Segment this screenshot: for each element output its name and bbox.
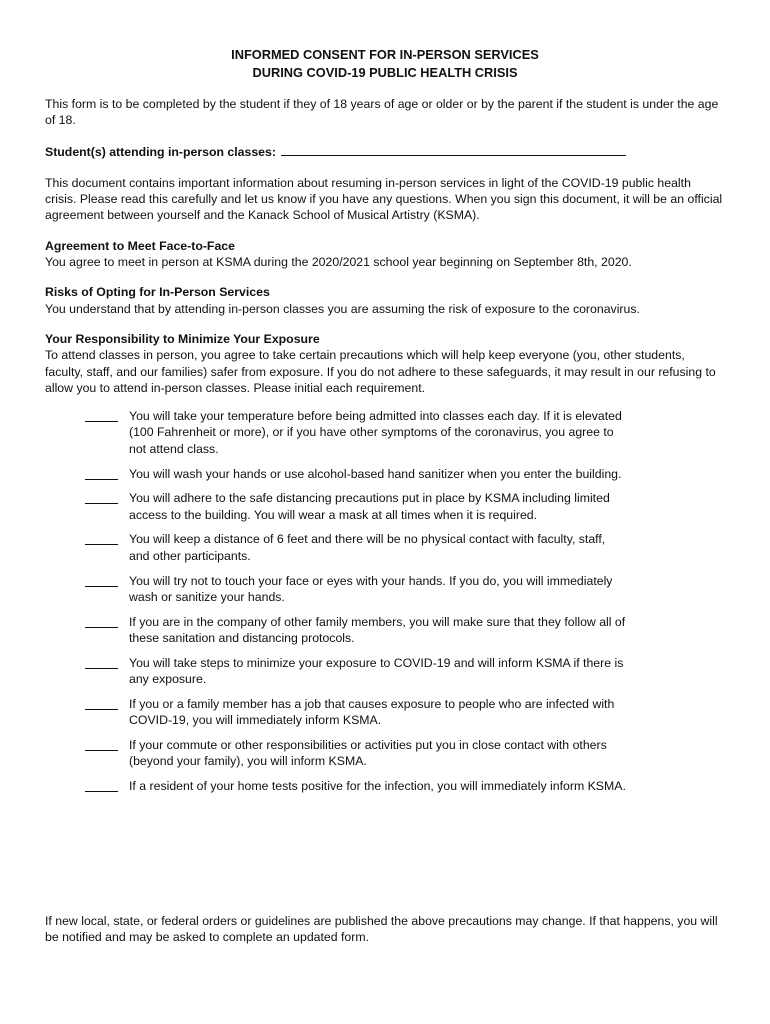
requirement-text: You will try not to touch your face or eyes with your hands. If you do, you will immediately wash or sanitize your hands.: [129, 573, 613, 604]
agreement-section: [45, 238, 725, 271]
requirement-item: [45, 531, 725, 564]
requirement-item: [45, 466, 725, 482]
risks-body: You understand that by attending in-person classes you are assuming the risk of exposure to the coronavirus.: [45, 301, 640, 316]
responsibility-section: [45, 331, 725, 396]
student-field-row: [45, 143, 725, 160]
responsibility-body: To attend classes in person, you agree to take certain precautions which will help keep everyone (you, other students, faculty, staff, and our families) safer from exposure. If you do not adhere to these safeguards, it may result in our refusing to allow you to attend in-person classes. Please initial each requirement.: [45, 348, 716, 395]
requirement-text: If your commute or other responsibilities or activities put you in close contact with others (beyond your family), you will inform KSMA.: [129, 737, 607, 769]
requirement-text: If a resident of your home tests positive for the infection, you will immediately inform KSMA.: [129, 779, 626, 793]
form-title-line-2: DURING COVID-19 PUBLIC HEALTH CRISIS: [252, 65, 518, 80]
requirement-text: If you are in the company of other family members, you will make sure that they follow all of these sanitation and distancing protocols.: [129, 614, 626, 645]
initial-line[interactable]: [85, 615, 118, 628]
initial-line[interactable]: [85, 574, 118, 587]
initial-line[interactable]: [85, 738, 118, 751]
initial-line[interactable]: [85, 532, 118, 545]
requirement-text: You will wash your hands or use alcohol-based hand sanitizer when you enter the building.: [129, 466, 622, 481]
requirement-item: [45, 490, 725, 523]
requirement-item: [45, 614, 725, 647]
initial-line[interactable]: [85, 467, 118, 480]
requirement-item: [45, 778, 725, 794]
requirement-item: [45, 696, 725, 729]
requirement-text: You will take steps to minimize your exposure to COVID-19 and will inform KSMA if there is any exposure.: [129, 655, 624, 687]
footer-paragraph: If new local, state, or federal orders or guidelines are published the above precautions may change. If that happens, you will be notified and may be asked to complete an updated form.: [45, 914, 718, 945]
risks-heading: Risks of Opting for In-Person Services: [45, 285, 270, 300]
agreement-body: You agree to meet in person at KSMA during the 2020/2021 school year beginning on September 8th, 2020.: [45, 255, 632, 270]
initial-line[interactable]: [85, 779, 118, 792]
requirement-item: [45, 737, 725, 770]
agreement-heading: Agreement to Meet Face-to-Face: [45, 238, 235, 253]
requirement-item: [45, 573, 725, 606]
document-info-paragraph: This document contains important information about resuming in-person services in light of the COVID-19 public health crisis. Please read this carefully and let us know if you have any questions. When you sign this document, it will be an official agreement between yourself and the Kanack School of Musical Artistry (KSMA).: [45, 175, 723, 223]
form-title-line-1: INFORMED CONSENT FOR IN-PERSON SERVICES: [231, 47, 539, 62]
consent-form: [45, 46, 725, 803]
requirements-list: [45, 408, 725, 794]
requirement-item: [45, 655, 725, 688]
risks-section: [45, 284, 725, 317]
initial-line[interactable]: [85, 697, 118, 710]
requirement-text: You will keep a distance of 6 feet and there will be no physical contact with faculty, staff, and other participants.: [129, 532, 606, 563]
requirement-item: [45, 408, 725, 457]
requirement-text: If you or a family member has a job that causes exposure to people who are infected with COVID-19, you will immediately inform KSMA.: [129, 696, 615, 728]
responsibility-heading: Your Responsibility to Minimize Your Exposure: [45, 331, 320, 346]
student-field-label: Student(s) attending in-person classes:: [45, 144, 276, 159]
student-name-input[interactable]: [281, 143, 626, 156]
initial-line[interactable]: [85, 491, 118, 504]
requirement-text: You will take your temperature before being admitted into classes each day. If it is elevated (100 Fahrenheit or more), or if you have other symptoms of the coronavirus, you agree to not attend class.: [129, 409, 622, 456]
intro-paragraph: This form is to be completed by the student if they of 18 years of age or older or by the parent if the student is under the age of 18.: [45, 97, 719, 128]
requirement-text: You will adhere to the safe distancing precautions put in place by KSMA including limited access to the building. You will wear a mask at all times when it is required.: [129, 491, 610, 522]
initial-line[interactable]: [85, 656, 118, 669]
form-title: [45, 46, 725, 82]
initial-line[interactable]: [85, 409, 118, 422]
